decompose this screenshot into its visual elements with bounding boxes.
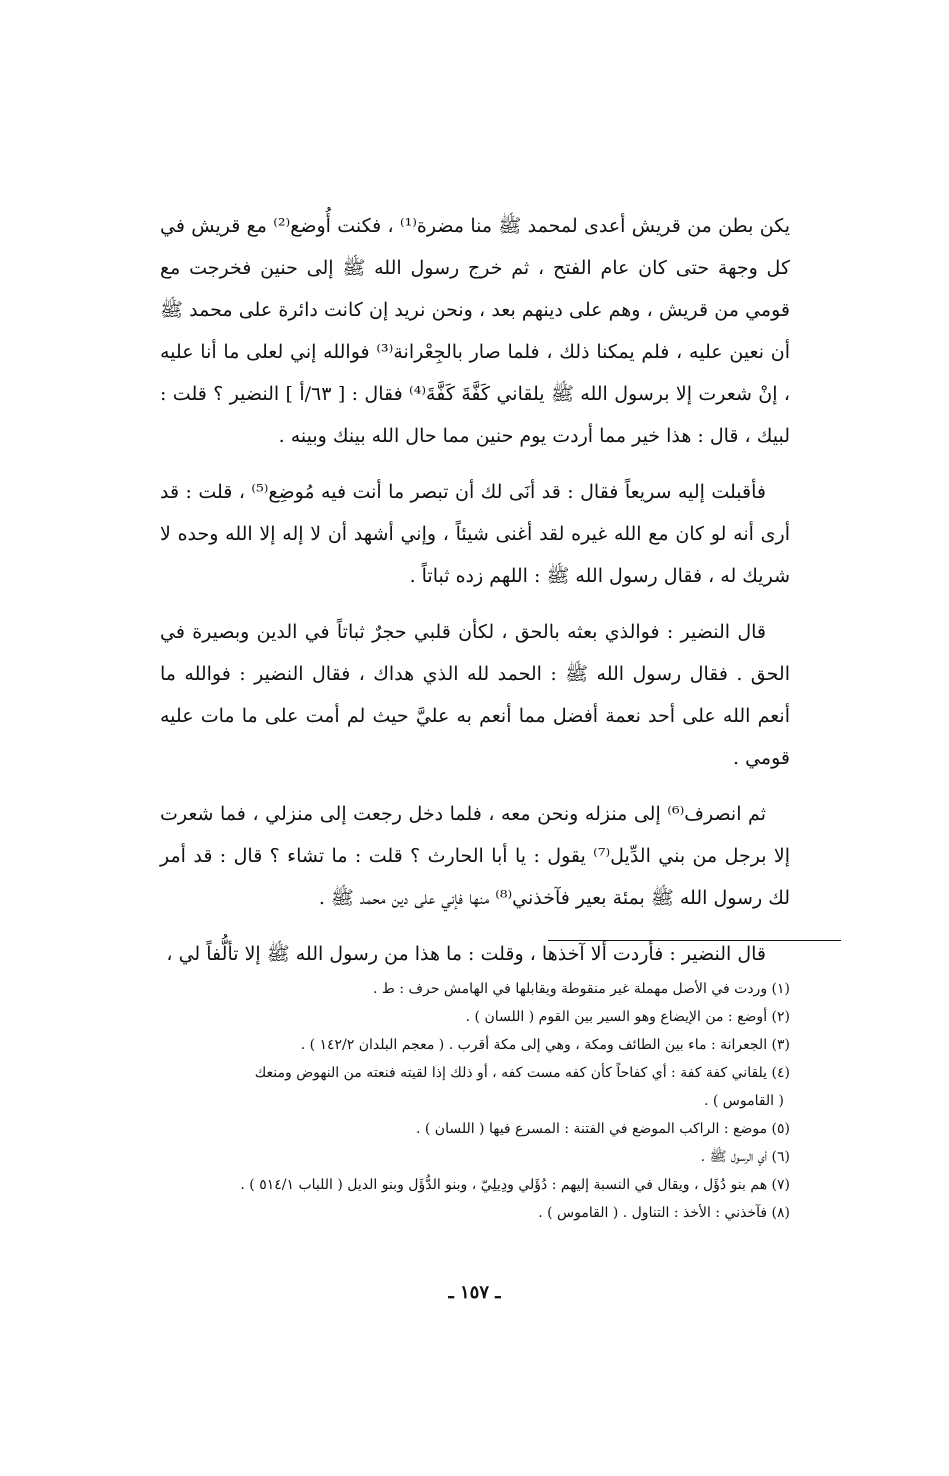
footnote: (٥) موضع : الراكب الموضع في الفتنة : المسرع فيها ( اللسان ) .: [415, 1121, 790, 1137]
footnote: (٧) هم بنو دُؤَل ، ويقال في النسبة إليهم : دُؤَلي ودِيلِيّ ، وبنو الدُّؤَل وبنو الديل ( اللباب ٥١٤/١ ) .: [240, 1177, 790, 1193]
footnote-separator: [548, 940, 841, 941]
footnote: (٦) أي الرسول ﷺ .: [700, 1149, 790, 1165]
paragraph: ثم انصرف⁽⁶⁾ إلى منزله ونحن معه ، فلما دخل رجعت إلى منزلي ، فما شعرت إلا برجل من بني الدِّيل⁽⁷⁾ يقول : يا أبا الحارث ؟ قلت : ما تشاء ؟ قال : قد أمر لك رسول الله ﷺ بمئة بعير فآخذني⁽⁸⁾ منها فإني على دين محمد ﷺ .: [160, 803, 791, 909]
paragraph: فأقبلت إليه سريعاً فقال : قد أنَى لك أن تبصر ما أنت فيه مُوضِع⁽⁵⁾ ، قلت : قد أرى أنه لو كان مع الله غيره لقد أغنى شيئاً ، وإني أشهد أن لا إله إلا الله وحده لا شريك له ، فقال رسول الله ﷺ : اللهم زده ثباتاً .: [160, 481, 790, 587]
footnote: (٤) يلقاني كفة كفة : أي كفاحاً كأن كفه مست كفه ، أو ذلك إذا لقيته فنعته من النهوض ومنعك: [254, 1065, 790, 1081]
footnote: (٢) أوضع : من الإيضاع وهو السير بين القوم ( اللسان ) .: [465, 1009, 790, 1025]
paragraph: قال النضير : فأردت ألا آخذها ، وقلت : ما هذا من رسول الله ﷺ إلا تألُّفاً لي ،: [166, 943, 766, 965]
paragraph: يكن بطن من قريش أعدى لمحمد ﷺ منا مضرة⁽¹⁾ ، فكنت أُوضع⁽²⁾ مع قريش في كل وجهة حتى كان عام الفتح ، ثم خرج رسول الله ﷺ إلى حنين فخرجت مع قومي من قريش ، وهم على دينهم بعد ، ونحن نريد إن كانت دائرة على محمد ﷺ أن نعين عليه ، فلم يمكنا ذلك ، فلما صار بالجِعْرانة⁽³⁾ فوالله إني لعلى ما أنا عليه ، إنْ شعرت إلا برسول الله ﷺ يلقاني كَفَّةَ كَفَّةَ⁽⁴⁾ فقال : [ ٦٣/أ ] النضير ؟ قلت : لبيك ، قال : هذا خير مما أردت يوم حنين مما حال الله بينك وبينه .: [160, 215, 790, 447]
footnotes: [160, 975, 790, 1227]
page-number: ـ ١٥٧ ـ: [448, 1282, 501, 1303]
footnote: (١) وردت في الأصل مهملة غير منقوطة ويقابلها في الهامش حرف : ط .: [373, 981, 790, 997]
footnote: (٣) الجعرانة : ماء بين الطائف ومكة ، وهي إلى مكة أقرب . ( معجم البلدان ١٤٢/٢ ) .: [300, 1037, 790, 1053]
paragraph: قال النضير : فوالذي بعثه بالحق ، لكأن قلبي حجرٌ ثباتاً في الدين وبصيرة في الحق . فقال رسول الله ﷺ : الحمد لله الذي هداك ، فقال النضير : فوالله ما أنعم الله على أحد نعمة أفضل مما أنعم به عليَّ حيث لم أمت على ما مات عليه قومي .: [160, 621, 790, 769]
footnote-continuation: ( القاموس ) .: [703, 1093, 784, 1109]
footnote: (٨) فآخذني : الأخذ : التناول . ( القاموس ) .: [538, 1205, 790, 1221]
body-text: [160, 205, 790, 989]
